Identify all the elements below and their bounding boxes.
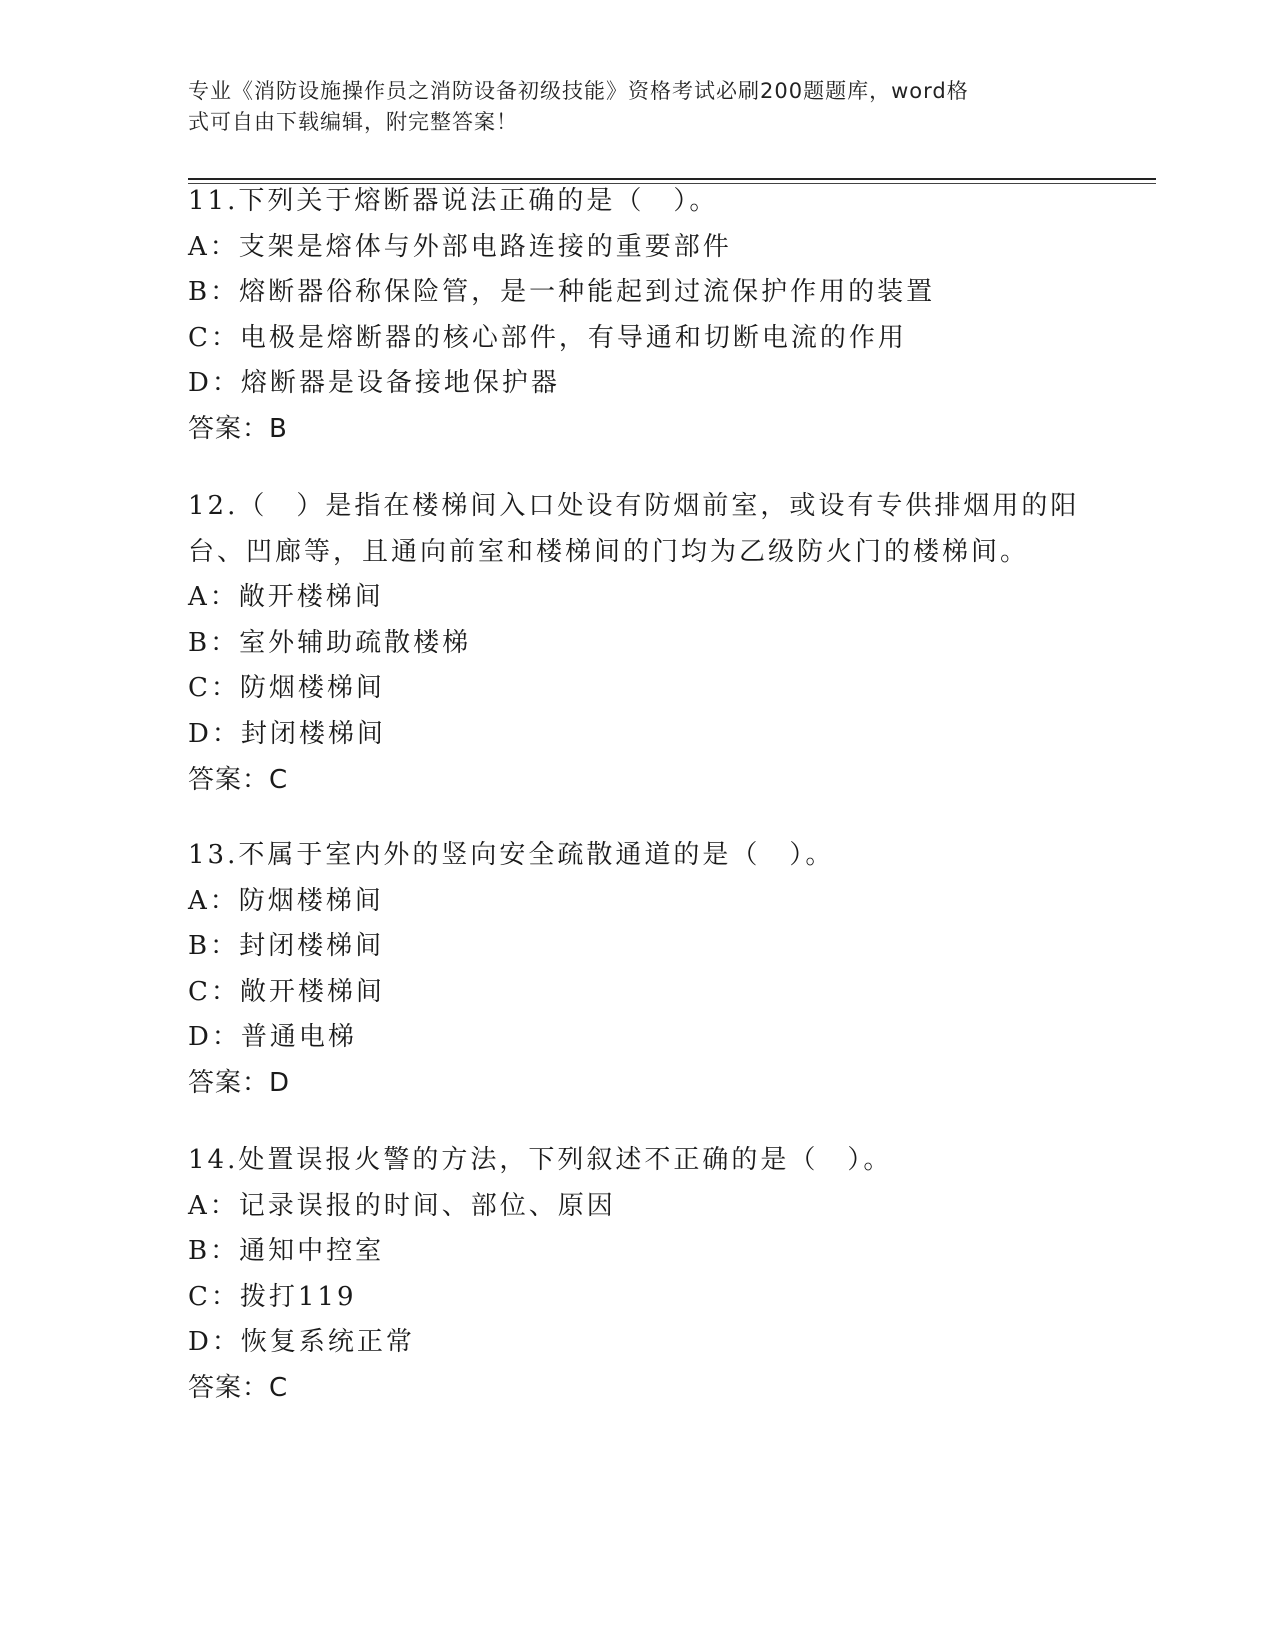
option-d: D：封闭楼梯间 bbox=[188, 718, 386, 749]
question-13 bbox=[188, 833, 1088, 1107]
option-b: B：室外辅助疏散楼梯 bbox=[188, 627, 472, 658]
answer: 答案：C bbox=[188, 1372, 289, 1403]
question-11 bbox=[188, 179, 1088, 453]
question-stem: 14.处置误报火警的方法，下列叙述不正确的是（ ）。 bbox=[188, 1145, 893, 1175]
option-c: C：电极是熔断器的核心部件，有导通和切断电流的作用 bbox=[188, 322, 907, 353]
option-b: B：封闭楼梯间 bbox=[188, 931, 385, 962]
option-c: C：拨打119 bbox=[188, 1281, 357, 1312]
answer: 答案：B bbox=[188, 413, 288, 444]
header-line-1: 专业《消防设施操作员之消防设备初级技能》资格考试必刷200题题库，word格 bbox=[188, 79, 969, 103]
question-12 bbox=[188, 484, 1088, 803]
option-c: C：敞开楼梯间 bbox=[188, 976, 385, 1007]
option-d: D：普通电梯 bbox=[188, 1022, 357, 1053]
header-line-2: 式可自由下载编辑，附完整答案！ bbox=[188, 110, 518, 134]
option-a: A：支架是熔体与外部电路连接的重要部件 bbox=[188, 231, 732, 262]
answer: 答案：D bbox=[188, 1067, 291, 1098]
option-a: A：敞开楼梯间 bbox=[188, 582, 384, 613]
option-a: A：防烟楼梯间 bbox=[188, 885, 384, 916]
option-a: A：记录误报的时间、部位、原因 bbox=[188, 1190, 616, 1221]
option-c: C：防烟楼梯间 bbox=[188, 673, 385, 704]
document-header bbox=[188, 76, 1068, 138]
question-stem: 13.不属于室内外的竖向安全疏散通道的是（ ）。 bbox=[188, 840, 835, 870]
option-d: D：熔断器是设备接地保护器 bbox=[188, 368, 560, 399]
option-b: B：通知中控室 bbox=[188, 1236, 385, 1267]
question-stem: 11.下列关于熔断器说法正确的是（ ）。 bbox=[188, 186, 719, 216]
question-stem: 12.（ ）是指在楼梯间入口处设有防烟前室，或设有专供排烟用的阳台、凹廊等，且通向前室和楼梯间的门均为乙级防火门的楼梯间。 bbox=[188, 491, 1080, 567]
answer: 答案：C bbox=[188, 764, 289, 795]
question-14 bbox=[188, 1138, 1088, 1412]
option-b: B：熔断器俗称保险管，是一种能起到过流保护作用的装置 bbox=[188, 277, 936, 308]
option-d: D：恢复系统正常 bbox=[188, 1327, 415, 1358]
